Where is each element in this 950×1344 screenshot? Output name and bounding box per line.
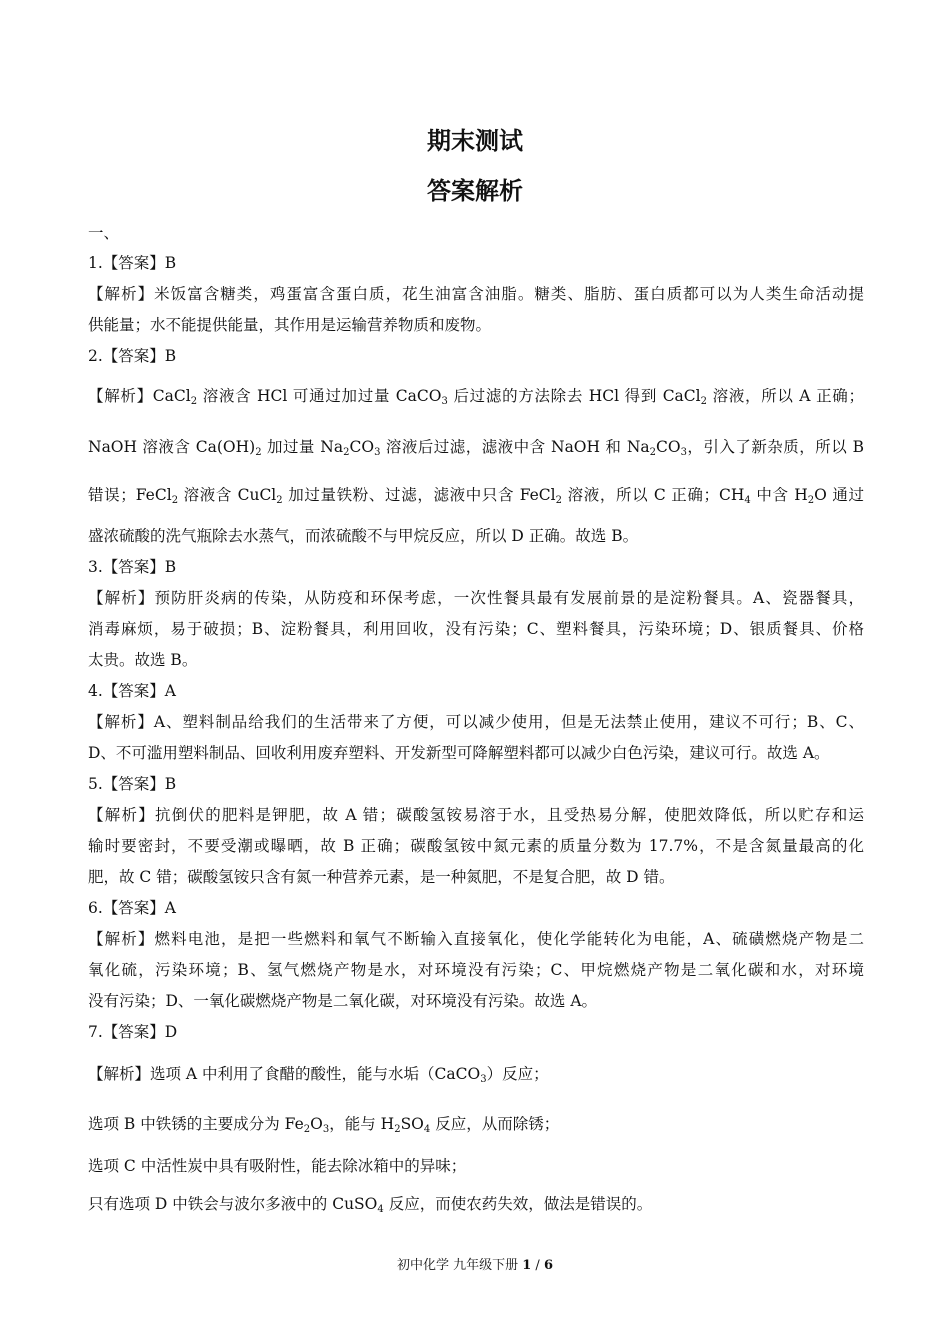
q4-answer: 4.【答案】A [88, 682, 176, 700]
section-heading: 一、 [88, 224, 120, 242]
page-footer: 初中化学 九年级下册 1 / 6 [396, 1258, 553, 1273]
q4-explanation-line-1: 【解析】A、塑料制品给我们的生活带来了方便，可以减少使用，但是无法禁止使用，建议不可行；B、C、 [88, 713, 864, 731]
q2-explanation-line-2: NaOH 溶液含 $Ca(OH)_2$ 加过量 $Na_2CO_3$ 溶液后过滤，滤液中含 NaOH 和 $Na_2CO_3$，引入了新杂质，所以 B [88, 438, 864, 458]
q7-explanation-line-1: 【解析】选项 A 中利用了食醋的酸性，能与水垢（CaCO$_3$）反应； [88, 1065, 549, 1085]
page-subtitle: 答案解析 [427, 177, 523, 205]
q7-answer: 7.【答案】D [88, 1023, 178, 1041]
footer-page-number: 1 [522, 1258, 532, 1273]
q3-explanation-line-3: 太贵。故选 B。 [88, 651, 198, 669]
q7-explanation-line-3: 选项 C 中活性炭中具有吸附性，能去除冰箱中的异味； [88, 1157, 467, 1175]
q3-explanation-line-2: 消毒麻烦，易于破损；B、淀粉餐具，利用回收，没有污染；C、塑料餐具，污染环境；D、银质餐具、价格 [88, 620, 864, 638]
q6-answer: 6.【答案】A [88, 899, 176, 917]
q1-explanation-line-2: 供能量；水不能提供能量，其作用是运输营养物质和废物。 [88, 316, 492, 334]
q6-explanation-line-2: 氧化硫，污染环境；B、氢气燃烧产物是水，对环境没有污染；C、甲烷燃烧产物是二氧化碳和水，对环境 [88, 961, 864, 979]
q6-explanation-line-1: 【解析】燃料电池，是把一些燃料和氧气不断输入直接氧化，使化学能转化为电能，A、硫磺燃烧产物是二 [88, 930, 864, 948]
q6-explanation-line-3: 没有污染；D、一氧化碳燃烧产物是二氧化碳，对环境没有污染。故选 A。 [88, 992, 598, 1010]
q7-explanation-line-2: 选项 B 中铁锈的主要成分为 $Fe_2O_3$，能与 $H_2SO_4$ 反应，从而除锈； [88, 1115, 560, 1135]
q1-answer: 1.【答案】B [88, 254, 177, 272]
q1-explanation-line-1: 【解析】米饭富含糖类，鸡蛋富含蛋白质，花生油富含油脂。糖类、脂肪、蛋白质都可以为人类生命活动提 [88, 285, 864, 303]
q5-answer: 5.【答案】B [88, 775, 177, 793]
footer-page-total: 6 [543, 1258, 553, 1273]
q4-explanation-line-2: D、不可滥用塑料制品、回收利用废弃塑料、开发新型可降解塑料都可以减少白色污染，建议可行。故选 A。 [88, 744, 830, 762]
q5-explanation-line-1: 【解析】抗倒伏的肥料是钾肥，故 A 错；碳酸氢铵易溶于水，且受热易分解，使肥效降低，所以贮存和运 [88, 806, 864, 824]
q5-explanation-line-3: 肥，故 C 错；碳酸氢铵只含有氮一种营养元素，是一种氮肥，不是复合肥，故 D 错。 [88, 868, 675, 886]
q2-explanation-line-4: 盛浓硫酸的洗气瓶除去水蒸气，而浓硫酸不与甲烷反应，所以 D 正确。故选 B。 [88, 527, 639, 545]
q2-explanation-line-3: 错误；FeCl$_2$ 溶液含 CuCl$_2$ 加过量铁粉、过滤，滤液中只含 FeCl$_2$ 溶液，所以 C 正确；$CH_4$ 中含 $H_2O$ 通过 [88, 486, 865, 506]
q5-explanation-line-2: 输时要密封，不要受潮或曝晒，故 B 正确；碳酸氢铵中氮元素的质量分数为 17.7%，不是含氮量最高的化 [88, 837, 864, 855]
q3-answer: 3.【答案】B [88, 558, 177, 576]
q7-explanation-line-4: 只有选项 D 中铁会与波尔多液中的 CuSO$_4$ 反应，而使农药失效，做法是错误的。 [88, 1195, 653, 1215]
q3-explanation-line-1: 【解析】预防肝炎病的传染，从防疫和环保考虑，一次性餐具最有发展前景的是淀粉餐具。A、瓷器餐具， [88, 589, 864, 607]
page-title: 期末测试 [427, 127, 523, 155]
q2-explanation-line-1: 【解析】CaCl$_2$ 溶液含 HCl 可通过加过量 CaCO$_3$ 后过滤的方法除去 HCl 得到 CaCl$_2$ 溶液，所以 A 正确； [88, 387, 864, 407]
footer-course: 初中化学 九年级下册 [396, 1258, 523, 1273]
q2-answer: 2.【答案】B [88, 347, 177, 365]
